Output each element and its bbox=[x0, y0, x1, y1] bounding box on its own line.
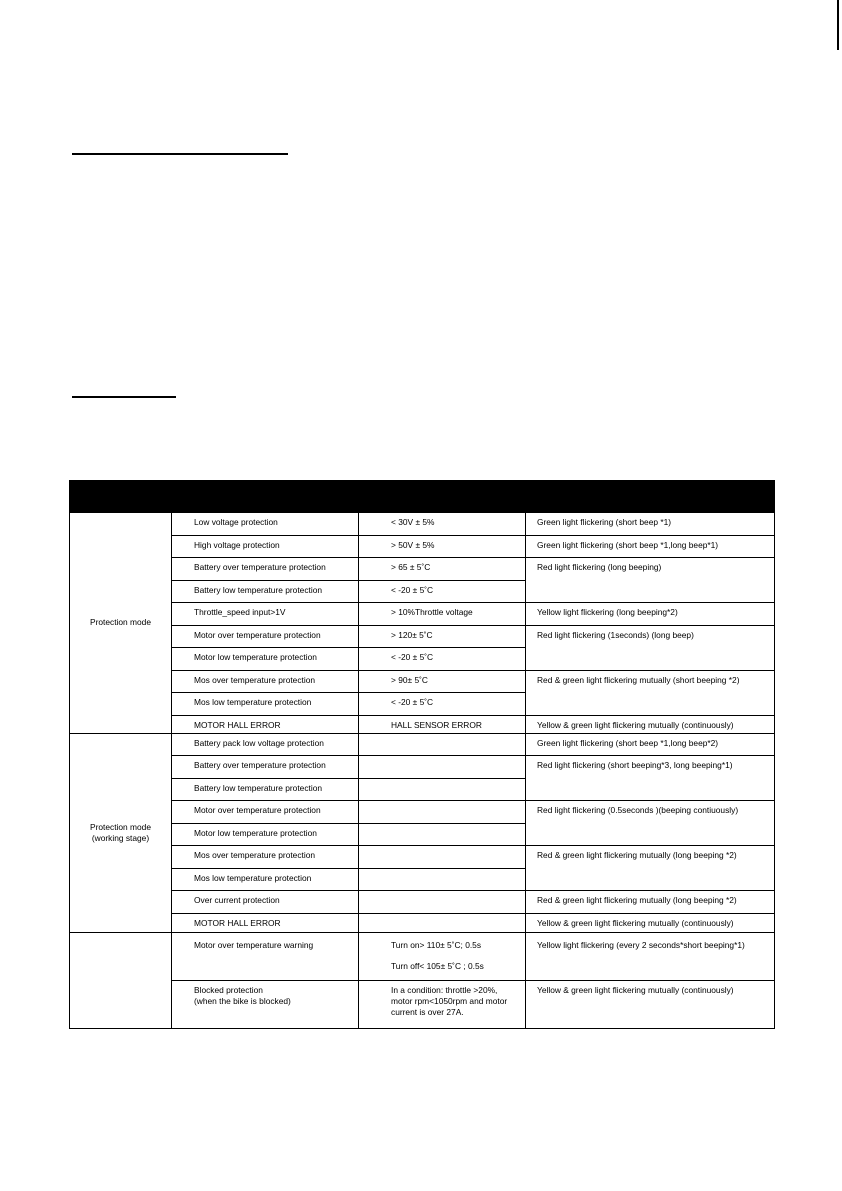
condition-cell bbox=[359, 733, 526, 756]
table-row bbox=[70, 603, 775, 626]
table-row bbox=[70, 625, 775, 648]
table-row bbox=[70, 891, 775, 914]
indicator-cell: Red light flickering (0.5seconds )(beeping contiuously) bbox=[526, 801, 775, 846]
item-cell: Motor over temperature warning bbox=[172, 932, 359, 980]
condition-cell: < -20 ± 5˚C bbox=[359, 693, 526, 716]
condition-cell bbox=[359, 756, 526, 779]
item-cell: Battery over temperature protection bbox=[172, 756, 359, 779]
condition-cell bbox=[359, 801, 526, 824]
item-cell: Battery over temperature protection bbox=[172, 558, 359, 581]
item-cell: Mos low temperature protection bbox=[172, 693, 359, 716]
condition-cell: < -20 ± 5˚C bbox=[359, 580, 526, 603]
table-row bbox=[70, 980, 775, 1028]
indicator-cell: Yellow & green light flickering mutually (continuously) bbox=[526, 980, 775, 1028]
table-row bbox=[70, 715, 775, 733]
indicator-cell: Yellow & green light flickering mutually (continuously) bbox=[526, 715, 775, 733]
item-cell: High voltage protection bbox=[172, 535, 359, 558]
group-label: Protection mode bbox=[70, 513, 172, 734]
indicator-cell: Red & green light flickering mutually (long beeping *2) bbox=[526, 891, 775, 914]
item-cell: Battery pack low voltage protection bbox=[172, 733, 359, 756]
condition-cell bbox=[359, 891, 526, 914]
table-row bbox=[70, 513, 775, 536]
condition-cell bbox=[359, 932, 526, 980]
indicator-cell: Green light flickering (short beep *1,long beep*2) bbox=[526, 733, 775, 756]
table-row bbox=[70, 932, 775, 980]
condition-turn-off: Turn off< 105± 5˚C ; 0.5s bbox=[391, 960, 484, 971]
section-heading-underline-2 bbox=[72, 396, 176, 398]
condition-cell bbox=[359, 868, 526, 891]
table-row bbox=[70, 801, 775, 824]
indicator-cell: Yellow & green light flickering mutually (continuously) bbox=[526, 913, 775, 932]
item-cell: Low voltage protection bbox=[172, 513, 359, 536]
item-cell: Motor low temperature protection bbox=[172, 648, 359, 671]
table-row bbox=[70, 733, 775, 756]
table-row bbox=[70, 558, 775, 581]
condition-cell: > 10%Throttle voltage bbox=[359, 603, 526, 626]
condition-cell bbox=[359, 913, 526, 932]
condition-cell: HALL SENSOR ERROR bbox=[359, 715, 526, 733]
item-cell: Motor low temperature protection bbox=[172, 823, 359, 846]
item-cell: Mos over temperature protection bbox=[172, 846, 359, 869]
item-cell: Battery low temperature protection bbox=[172, 778, 359, 801]
indicator-cell: Yellow light flickering (long beeping*2) bbox=[526, 603, 775, 626]
indicator-cell: Red & green light flickering mutually (long beeping *2) bbox=[526, 846, 775, 891]
table-row bbox=[70, 913, 775, 932]
indicator-cell: Yellow light flickering (every 2 seconds*short beeping*1) bbox=[526, 932, 775, 980]
item-cell: MOTOR HALL ERROR bbox=[172, 715, 359, 733]
table-row bbox=[70, 756, 775, 779]
condition-cell: > 50V ± 5% bbox=[359, 535, 526, 558]
item-cell: Mos low temperature protection bbox=[172, 868, 359, 891]
condition-cell: > 65 ± 5˚C bbox=[359, 558, 526, 581]
condition-cell: In a condition: throttle >20%, motor rpm<1050rpm and motor current is over 27A. bbox=[359, 980, 526, 1028]
indicator-cell: Red light flickering (1seconds) (long beep) bbox=[526, 625, 775, 670]
condition-cell: < -20 ± 5˚C bbox=[359, 648, 526, 671]
page-edge-mark bbox=[837, 0, 839, 50]
item-cell: Blocked protection (when the bike is blocked) bbox=[172, 980, 359, 1028]
section-heading-underline bbox=[72, 153, 288, 155]
condition-cell: > 120± 5˚C bbox=[359, 625, 526, 648]
condition-cell: < 30V ± 5% bbox=[359, 513, 526, 536]
protection-table bbox=[69, 480, 775, 1029]
table-header-bar bbox=[70, 481, 775, 513]
indicator-cell: Red light flickering (short beeping*3, long beeping*1) bbox=[526, 756, 775, 801]
table-row bbox=[70, 670, 775, 693]
item-cell: Over current protection bbox=[172, 891, 359, 914]
item-cell: Battery low temperature protection bbox=[172, 580, 359, 603]
indicator-cell: Green light flickering (short beep *1,long beep*1) bbox=[526, 535, 775, 558]
indicator-cell: Green light flickering (short beep *1) bbox=[526, 513, 775, 536]
indicator-cell: Red & green light flickering mutually (short beeping *2) bbox=[526, 670, 775, 715]
item-cell: Motor over temperature protection bbox=[172, 625, 359, 648]
condition-turn-on: Turn on> 110± 5˚C; 0.5s bbox=[391, 939, 482, 950]
item-cell: Motor over temperature protection bbox=[172, 801, 359, 824]
table-row bbox=[70, 535, 775, 558]
item-cell: MOTOR HALL ERROR bbox=[172, 913, 359, 932]
group-label: Protection mode (working stage) bbox=[70, 733, 172, 932]
indicator-cell: Red light flickering (long beeping) bbox=[526, 558, 775, 603]
group-label bbox=[70, 932, 172, 1028]
condition-cell bbox=[359, 823, 526, 846]
table-row bbox=[70, 846, 775, 869]
condition-cell bbox=[359, 846, 526, 869]
item-cell: Mos over temperature protection bbox=[172, 670, 359, 693]
condition-cell bbox=[359, 778, 526, 801]
item-cell: Throttle_speed input>1V bbox=[172, 603, 359, 626]
condition-cell: > 90± 5˚C bbox=[359, 670, 526, 693]
